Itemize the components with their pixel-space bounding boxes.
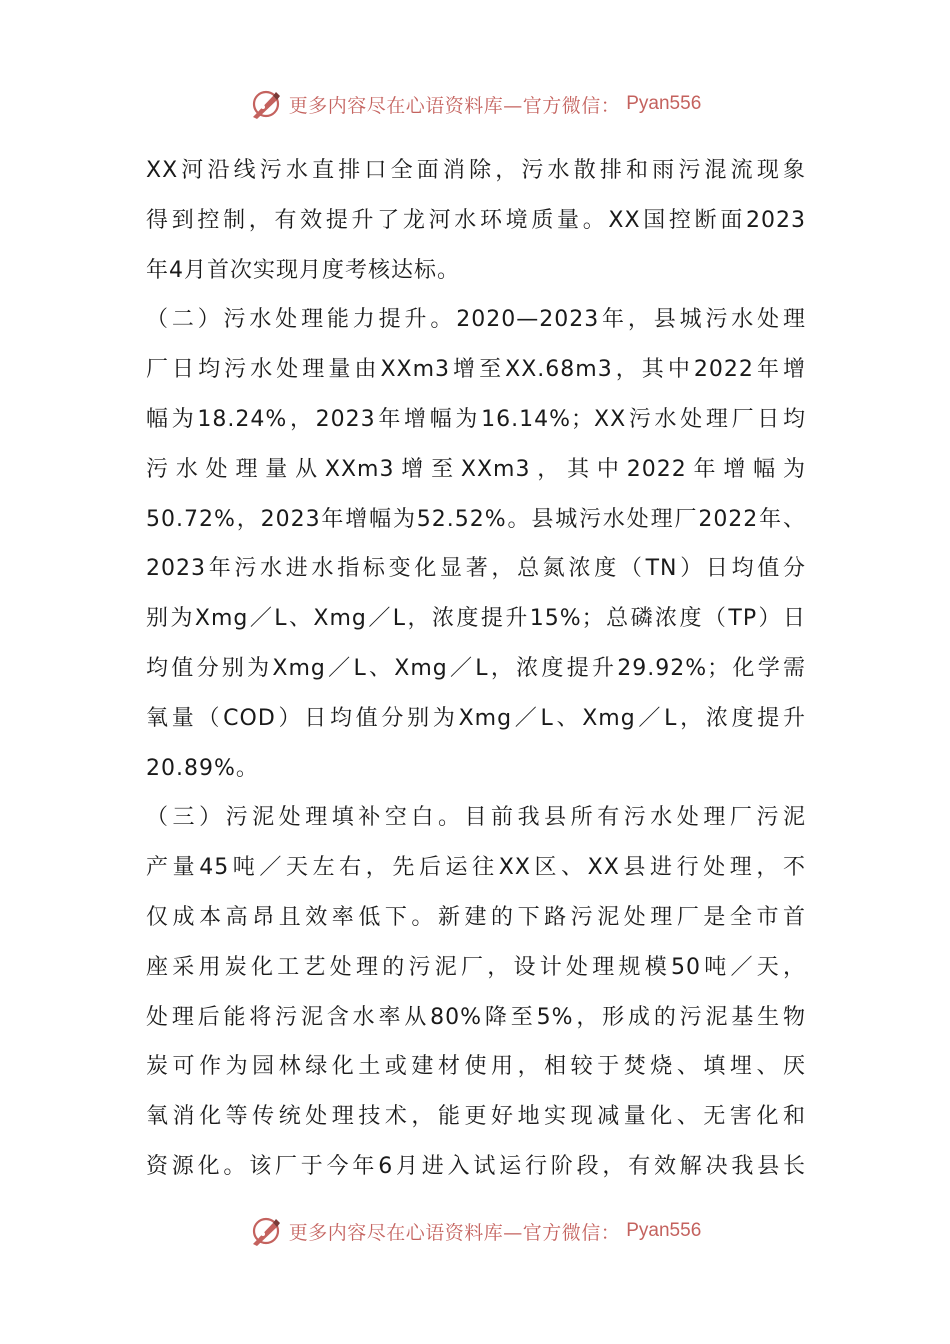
pen-logo-icon (249, 87, 283, 121)
watermark-contact: Pyan556 (626, 1220, 702, 1241)
text-line: 均值分别为Xmg／L、Xmg／L，浓度提升29.92%；化学需 (146, 655, 806, 681)
text-line: （二）污水处理能力提升。2020—2023年，县城污水处理 (146, 307, 806, 333)
text-line: 氧消化等传统处理技术，能更好地实现减量化、无害化和 (146, 1104, 806, 1130)
text-line: 50.72%，2023年增幅为52.52%。县城污水处理厂2022年、 (146, 506, 806, 532)
text-line: 处理后能将污泥含水率从80%降至5%，形成的污泥基生物 (146, 1004, 806, 1030)
watermark-banner-top (0, 84, 950, 124)
text-line: XX河沿线污水直排口全面消除，污水散排和雨污混流现象 (146, 158, 806, 183)
text-line: 炭可作为园林绿化土或建材使用，相较于焚烧、填埋、厌 (146, 1054, 806, 1080)
pen-logo-icon (249, 1214, 283, 1248)
text-line: 污水处理量从XXm3增至XXm3，其中2022年增幅为 (146, 456, 806, 482)
text-line: 仅成本高昂且效率低下。新建的下路污泥处理厂是全市首 (146, 904, 806, 930)
text-line: 资源化。该厂于今年6月进入试运行阶段，有效解决我县长 (146, 1153, 806, 1179)
text-line: 别为Xmg／L、Xmg／L，浓度提升15%；总磷浓度（TP）日 (146, 606, 806, 632)
text-line: 氧量（COD）日均值分别为Xmg／L、Xmg／L，浓度提升 (146, 705, 806, 731)
text-line: （三）污泥处理填补空白。目前我县所有污水处理厂污泥 (146, 805, 806, 831)
text-line: 幅为18.24%，2023年增幅为16.14%；XX污水处理厂日均 (146, 406, 806, 432)
watermark-banner-bottom (0, 1211, 950, 1251)
text-line: 得到控制，有效提升了龙河水环境质量。XX国控断面2023 (146, 207, 806, 233)
text-line: 产量45吨／天左右，先后运往XX区、XX县进行处理，不 (146, 855, 806, 881)
text-line: 20.89%。 (146, 755, 259, 781)
text-line: 厂日均污水处理量由XXm3增至XX.68m3，其中2022年增 (146, 357, 806, 383)
watermark-text: 更多内容尽在心语资料库—官方微信： (288, 1221, 621, 1244)
text-line: 2023年污水进水指标变化显著，总氮浓度（TN）日均值分 (146, 556, 806, 582)
document-body (146, 146, 806, 1192)
text-line: 座采用炭化工艺处理的污泥厂，设计处理规模50吨／天， (146, 954, 806, 980)
watermark-text: 更多内容尽在心语资料库—官方微信： (288, 94, 621, 117)
watermark-contact: Pyan556 (626, 93, 702, 114)
text-line: 年4月首次实现月度考核达标。 (146, 257, 460, 283)
